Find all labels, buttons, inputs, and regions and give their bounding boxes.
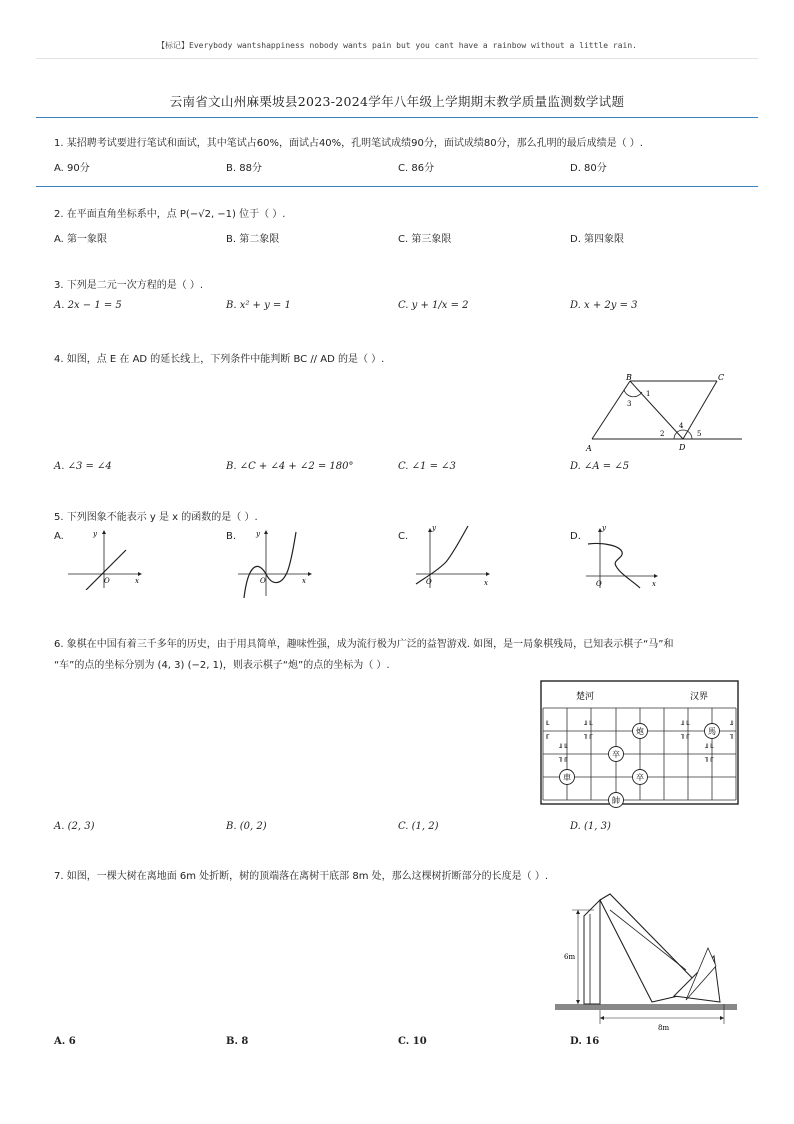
graph-a-y-label: y (93, 530, 97, 538)
tree-trunk (584, 900, 600, 1004)
question-4-option-c[interactable]: C. ∠1 = ∠3 (398, 461, 456, 472)
question-6-option-b[interactable]: B. (0, 2) (226, 821, 267, 832)
graph-b-y-label: y (256, 530, 260, 538)
svg-text:╖╓: ╖╓ (681, 731, 690, 739)
graph-c-x-label: x (484, 579, 488, 587)
question-4-option-d[interactable]: D. ∠A = ∠5 (570, 461, 630, 472)
question-1-option-b[interactable]: B. 88分 (226, 163, 262, 174)
angle-arc-d (674, 430, 692, 439)
question-5-text: 5. 下列图象不能表示 y 是 x 的函数的是（ ）. (54, 512, 258, 523)
svg-text:╜: ╜ (730, 721, 735, 729)
graph-d-x-label: x (652, 580, 656, 588)
question-2-option-a[interactable]: A. 第一象限 (54, 234, 108, 245)
graph-a-origin: O (104, 577, 110, 585)
label-a: A (586, 444, 592, 453)
graph-d-y-label: y (602, 524, 606, 532)
piece-ma-label: 馬 (708, 727, 716, 736)
distance-label: 8m (658, 1024, 670, 1032)
svg-text:╜╙: ╜╙ (705, 744, 714, 752)
board-label-hanjie: 汉界 (690, 692, 709, 702)
svg-text:╖╓: ╖╓ (705, 754, 714, 762)
label-angle-5: 5 (697, 430, 702, 438)
segment-ab (592, 381, 630, 439)
question-3-option-a[interactable]: A. 2x − 1 = 5 (54, 300, 122, 311)
svg-text:╖╓: ╖╓ (584, 731, 593, 739)
label-b: B (626, 373, 632, 382)
label-angle-4: 4 (679, 422, 684, 430)
ground (555, 1004, 737, 1010)
svg-text:╖╓: ╖╓ (559, 754, 568, 762)
question-4-text: 4. 如图，点 E 在 AD 的延长线上，下列条件中能判断 BC // AD 的是（ ）. (54, 354, 385, 365)
question-4-option-b[interactable]: B. ∠C + ∠4 + ∠2 = 180° (226, 461, 354, 472)
page-title: 云南省文山州麻栗坡县2023-2024学年八年级上学期期末教学质量监测数学试题 (169, 94, 625, 109)
question-2-option-c[interactable]: C. 第三象限 (398, 234, 452, 245)
question-6-text-line2: “车”的点的坐标分别为 (4, 3) (−2, 1)，则表示棋子“炮”的点的坐标为（ ）. (54, 660, 390, 671)
question-7-option-b[interactable]: B. 8 (226, 1036, 249, 1047)
question-6-option-a[interactable]: A. (2, 3) (54, 821, 95, 832)
graph-b-x-label: x (302, 577, 306, 585)
graph-d (584, 522, 664, 590)
question-3-option-c[interactable]: C. y + 1/x = 2 (398, 300, 469, 311)
question-7-text: 7. 如图，一棵大树在离地面 6m 处折断，树的顶端落在离树干底部 8m 处，那么这棵树折断部分的长度是（ ）. (54, 871, 548, 882)
question-1-option-d[interactable]: D. 80分 (570, 163, 607, 174)
question-7-option-a[interactable]: A. 6 (54, 1036, 76, 1047)
label-angle-2: 2 (660, 430, 665, 438)
piece-pao-label: 炮 (636, 727, 644, 736)
graph-d-origin: O (596, 580, 602, 588)
graph-c-origin: O (426, 578, 432, 586)
question-2-option-b[interactable]: B. 第二象限 (226, 234, 280, 245)
piece-zu-1-label: 卒 (612, 750, 620, 759)
header-motto: 【标记】Everybody wantshappiness nobody wants pain but you cant have a rainbow without a little rain. (157, 41, 637, 50)
graph-c-y-label: y (432, 524, 436, 532)
graph-b-origin: O (260, 577, 266, 585)
question-1-divider (36, 186, 758, 187)
question-6-option-c[interactable]: C. (1, 2) (398, 821, 439, 832)
question-3-option-b[interactable]: B. x² + y = 1 (226, 300, 291, 311)
question-5-option-b[interactable]: B. (226, 531, 237, 542)
question-5-option-c[interactable]: C. (398, 531, 409, 542)
graph-a (64, 526, 144, 590)
svg-text:╙: ╙ (545, 721, 550, 729)
question-4-figure (580, 370, 750, 455)
label-angle-1: 1 (646, 390, 651, 398)
segment-bd (630, 381, 683, 439)
graph-c-curve (416, 526, 468, 584)
height-label: 6m (564, 953, 576, 961)
header-divider (36, 58, 758, 59)
svg-text:╖: ╖ (730, 731, 735, 739)
question-6-option-d[interactable]: D. (1, 3) (570, 821, 611, 832)
question-2-text: 2. 在平面直角坐标系中，点 P(−√2, −1) 位于（ ）. (54, 209, 286, 220)
graph-a-x-label: x (135, 577, 139, 585)
question-2-option-d[interactable]: D. 第四象限 (570, 234, 625, 245)
question-6-text-line1: 6. 象棋在中国有着三千多年的历史，由于用具简单，趣味性强，成为流行极为广泛的益智游戏. 如图，是一局象棋残局，已知表示棋子“马”和 (54, 639, 674, 650)
svg-text:╜╙: ╜╙ (584, 721, 593, 729)
label-c: C (718, 373, 725, 382)
graph-b (236, 526, 316, 600)
piece-zu-2-label: 卒 (636, 773, 644, 782)
svg-text:╜╙: ╜╙ (559, 744, 568, 752)
question-5-option-a[interactable]: A. (54, 531, 64, 542)
graph-c (414, 522, 494, 590)
question-1-option-a[interactable]: A. 90分 (54, 163, 90, 174)
question-1-text: 1. 某招聘考试要进行笔试和面试，其中笔试占60%，面试占40%，孔明笔试成绩90分，面试成绩80分，那么孔明的最后成绩是（ ）. (54, 138, 643, 149)
title-divider (36, 117, 758, 118)
question-7-tree-figure (554, 886, 744, 1034)
board-label-chuhe: 楚河 (576, 692, 595, 702)
question-3-text: 3. 下列是二元一次方程的是（ ）. (54, 280, 204, 291)
label-angle-3: 3 (627, 400, 632, 408)
question-5-option-d[interactable]: D. (570, 531, 581, 542)
question-7-option-d[interactable]: D. 16 (570, 1036, 600, 1047)
question-7-option-c[interactable]: C. 10 (398, 1036, 427, 1047)
question-4-option-a[interactable]: A. ∠3 = ∠4 (54, 461, 112, 472)
piece-shuai-label: 帥 (612, 796, 620, 805)
svg-text:╓: ╓ (545, 731, 550, 739)
label-d: D (679, 443, 686, 452)
question-1-option-c[interactable]: C. 86分 (398, 163, 435, 174)
question-3-option-d[interactable]: D. x + 2y = 3 (570, 300, 638, 311)
piece-che-label: 車 (563, 773, 571, 782)
question-6-chess-board (540, 680, 740, 810)
svg-text:╜╙: ╜╙ (681, 721, 690, 729)
graph-b-curve (244, 532, 296, 598)
